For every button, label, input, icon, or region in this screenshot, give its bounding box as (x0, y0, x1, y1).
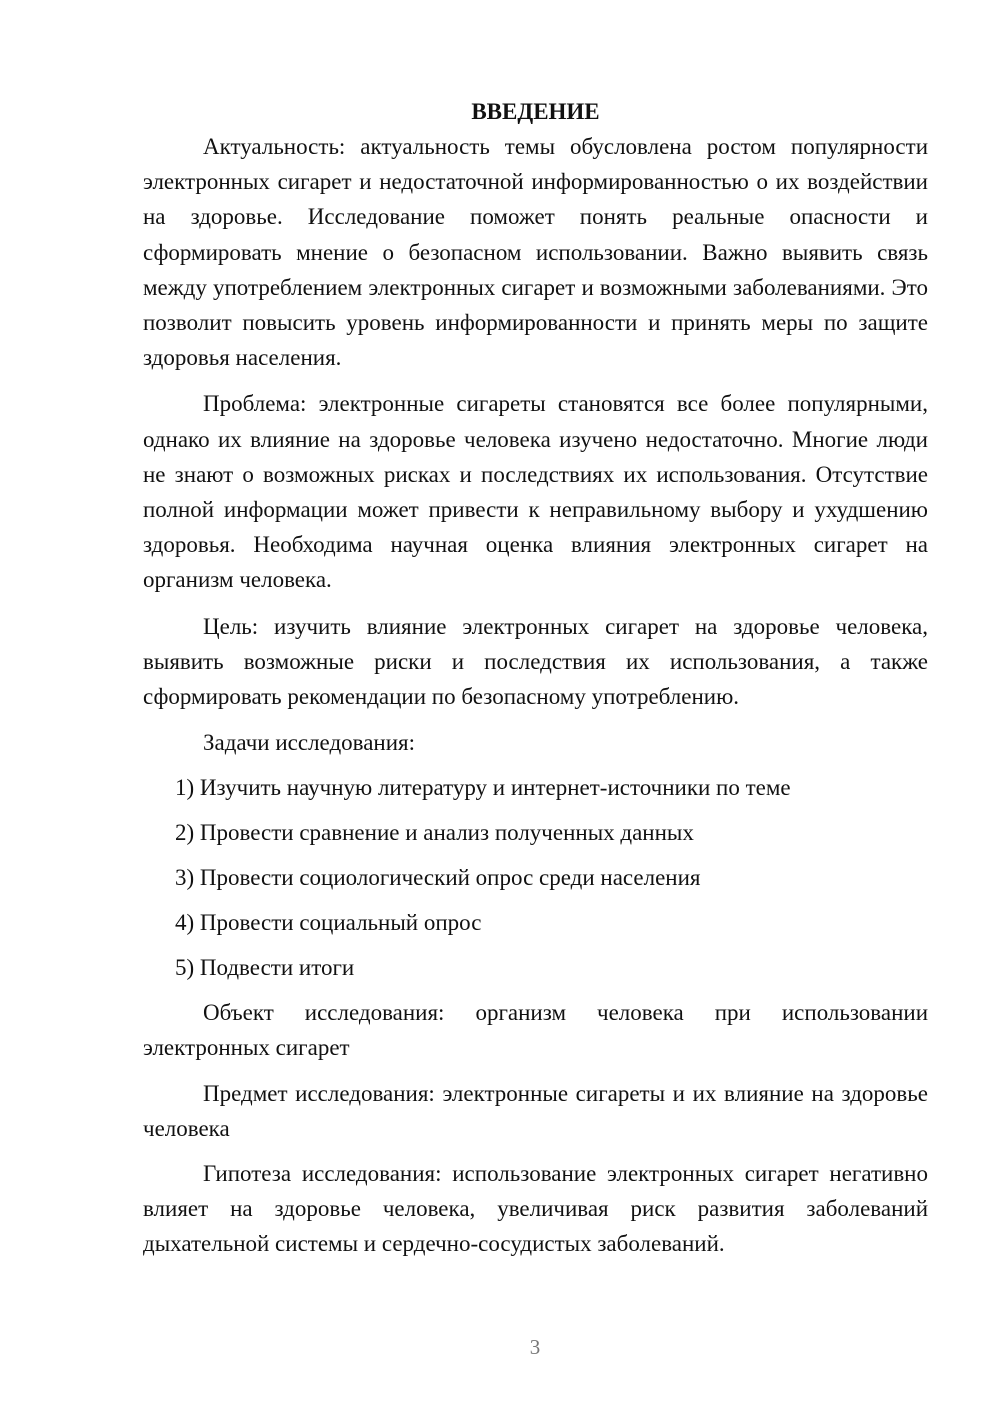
task-item: 4) Провести социальный опрос (175, 910, 482, 936)
tasks-heading: Задачи исследования: (203, 730, 416, 756)
goal-paragraph: Цель: изучить влияние электронных сигарет на здоровье человека, выявить возможные риски и последствия их использования, а также сформировать рекомендации по безопасному употреблению. (143, 613, 928, 710)
page-number: 3 (529, 1335, 541, 1359)
task-item: 2) Провести сравнение и анализ полученных данных (175, 820, 694, 846)
page-content (143, 94, 928, 1272)
relevance-paragraph: Актуальность: актуальность темы обусловлена ростом популярности электронных сигарет и недостаточной информированностью о их воздействии на здоровье. Исследование поможет понять реальные опасности и сформировать мнение о безопасном использовании. Важно выявить связь между употреблением электронных сигарет и возможными заболеваниями. Это позволит повысить уровень информированности и принять меры по защите здоровья населения. (143, 134, 928, 371)
problem-paragraph: Проблема: электронные сигареты становятся все более популярными, однако их влияние на здоровье человека изучено недостаточно. Многие люди не знают о возможных рисках и последствиях их использования. Отсутствие полной информации может привести к неправильному выбору и ухудшению здоровья. Необходима научная оценка влияния электронных сигарет на организм человека. (143, 391, 928, 593)
task-item: 3) Провести социологический опрос среди населения (175, 865, 701, 891)
task-item: 5) Подвести итоги (175, 955, 355, 981)
subject-paragraph: Предмет исследования: электронные сигареты и их влияние на здоровье человека (143, 1080, 928, 1141)
object-paragraph: Объект исследования: организм человека при использовании электронных сигарет (143, 1000, 928, 1061)
section-title: ВВЕДЕНИЕ (471, 99, 600, 124)
hypothesis-paragraph: Гипотеза исследования: использование электронных сигарет негативно влияет на здоровье человека, увеличивая риск развития заболеваний дыхательной системы и сердечно-сосудистых заболеваний. (143, 1161, 928, 1257)
task-item: 1) Изучить научную литературу и интернет-источники по теме (175, 775, 791, 801)
